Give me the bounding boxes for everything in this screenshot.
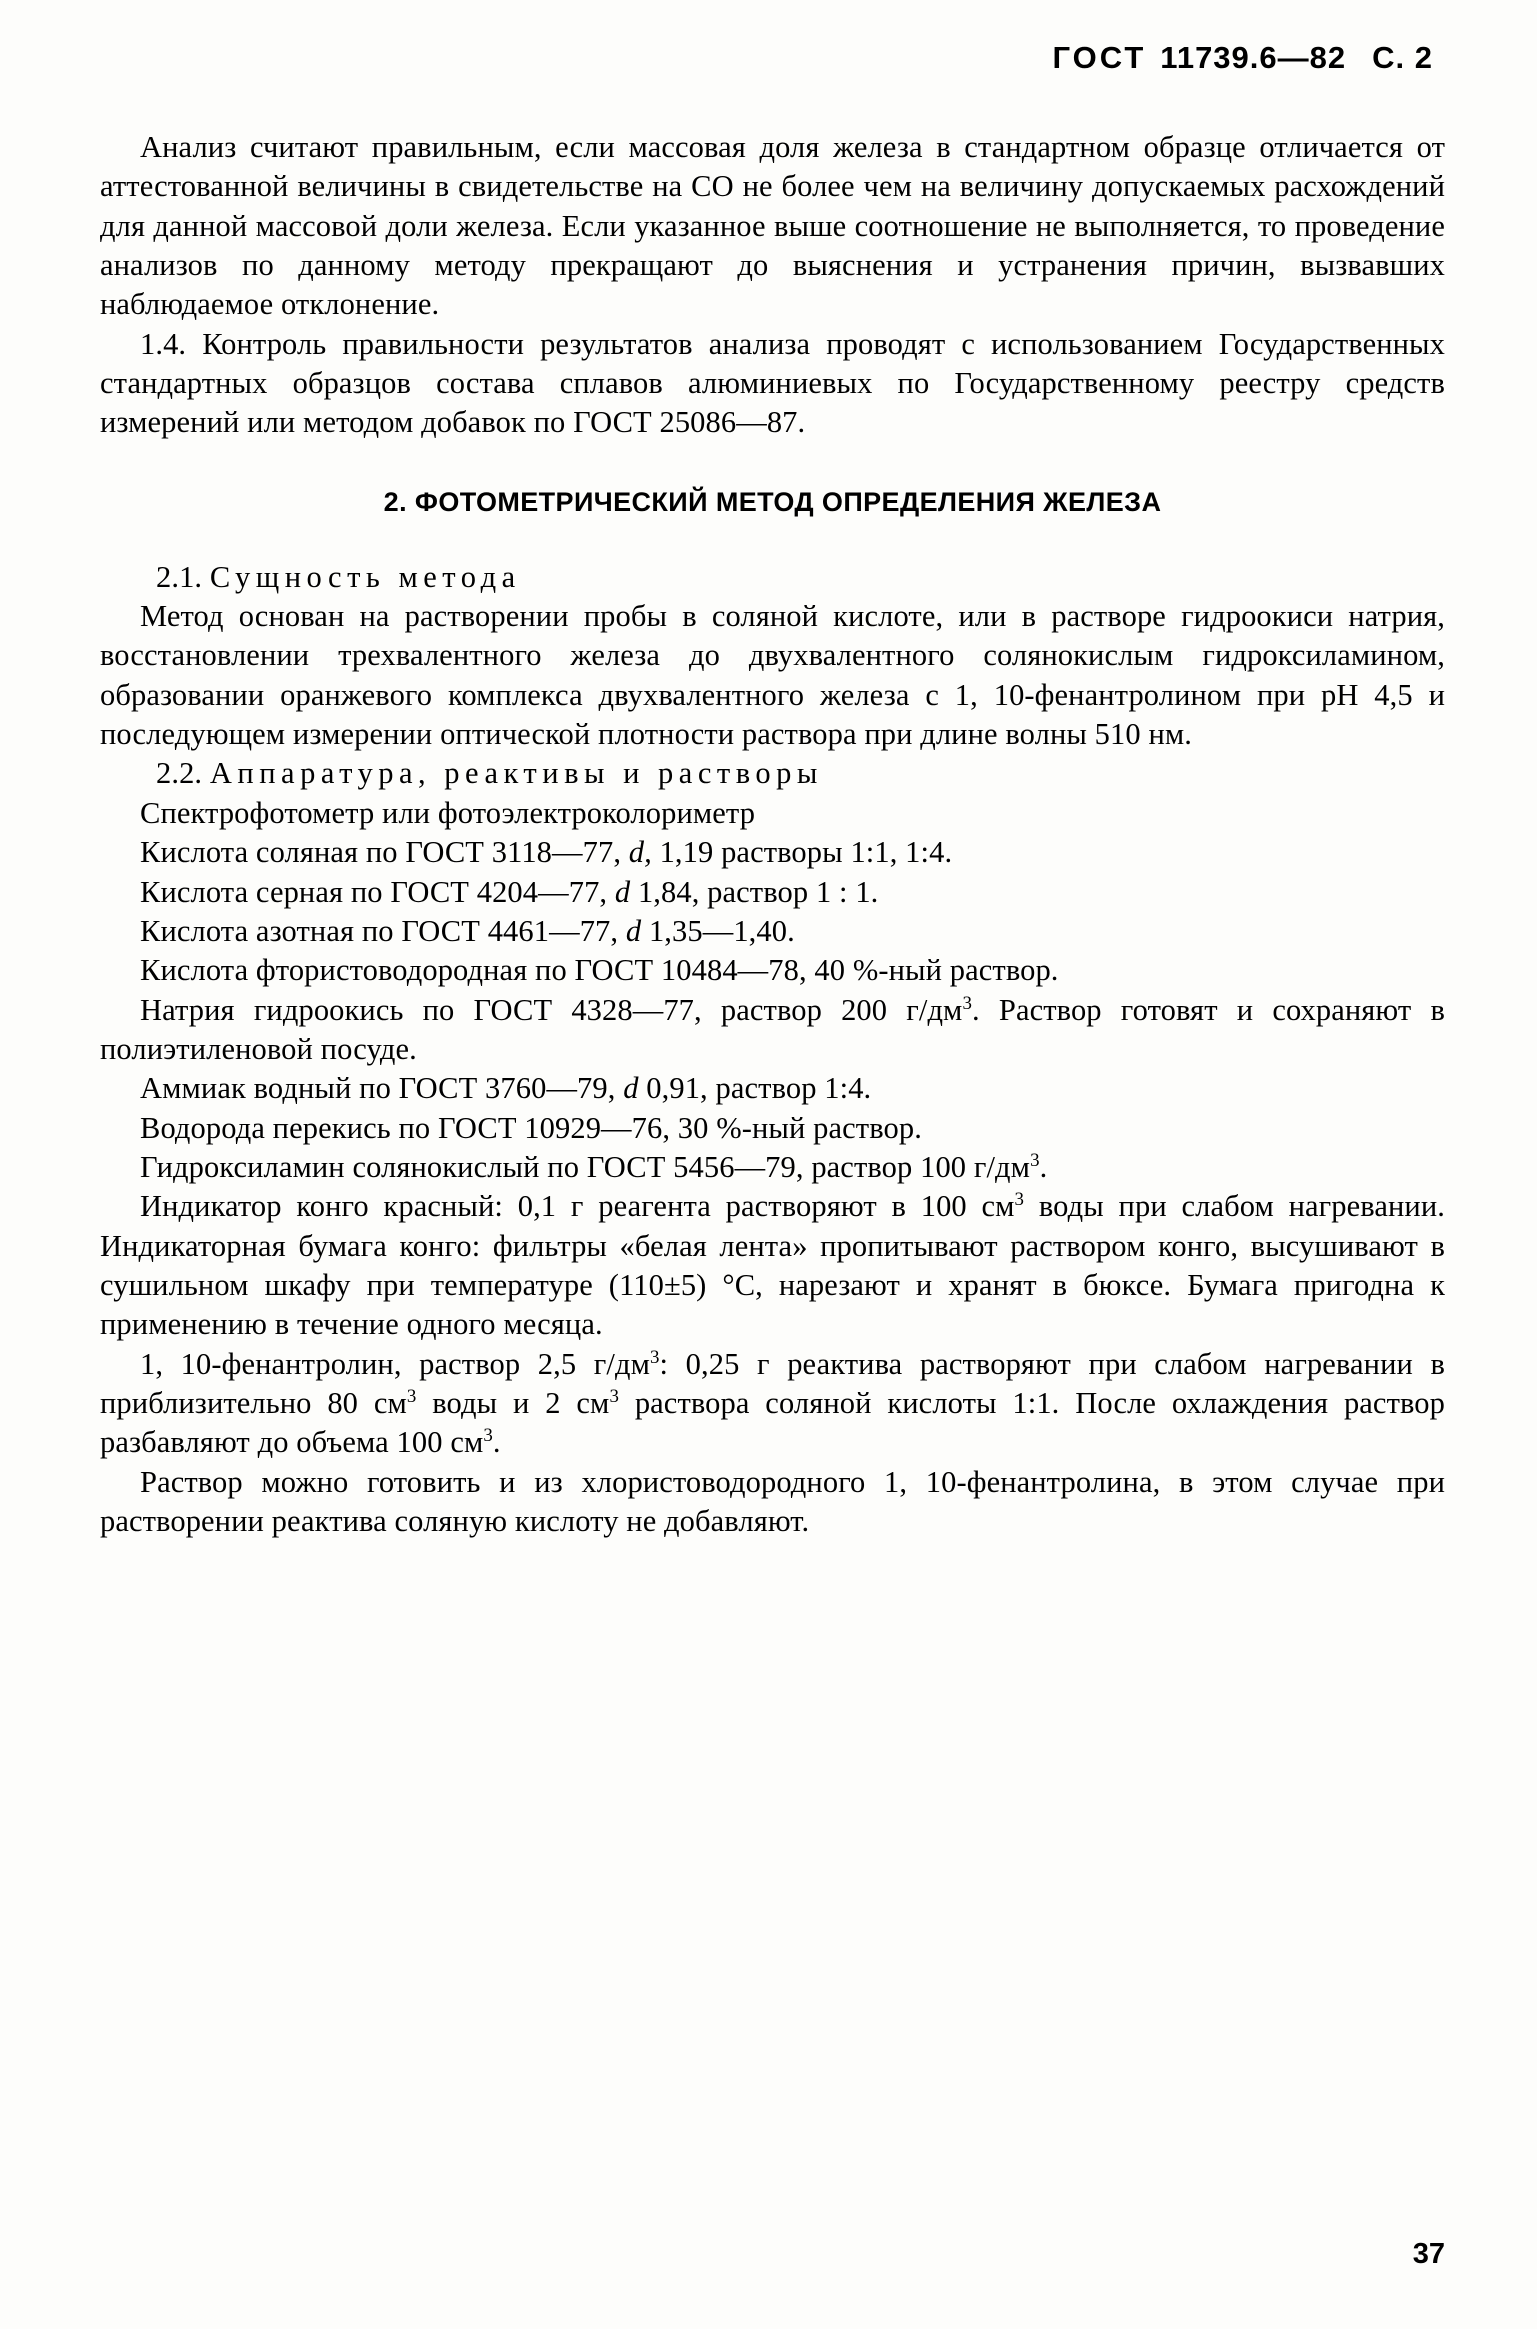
gost-number: 11739.6—82	[1160, 40, 1347, 75]
phen-text-d: раствора соляной кислоты 1:1. После охлаждения раствор разбавляют до объема 100 см	[100, 1385, 1445, 1460]
phen-exponent-1: 3	[649, 1346, 660, 1368]
congo-text-b: воды при слабом нагревании. Индикаторная бумага конго: фильтры «белая лента» пропитывают раствором конго, высушивают в сушильном шкафу при температуре (110±5) °С, нарезают и хранят в бюксе. Бумага пригодна к применению в течение одного месяца.	[100, 1189, 1445, 1342]
ammonia-density-symbol: d	[623, 1071, 639, 1106]
hcl-text-pre: Кислота соляная по ГОСТ 3118—77,	[140, 835, 629, 870]
subsection-2-2-heading	[100, 754, 1445, 793]
congo-exponent: 3	[1014, 1189, 1025, 1211]
phen-text-b: : 0,25 г реактива растворяют при слабом нагревании в приблизительно 80 см	[100, 1346, 1445, 1420]
ammonia-text-pre: Аммиак водный по ГОСТ 3760—79,	[140, 1071, 624, 1106]
paragraph-congo-indicator	[100, 1187, 1445, 1344]
line-hydrofluoric-acid: Кислота фтористоводородная по ГОСТ 10484—78, 40 %-ный раствор.	[140, 953, 1059, 988]
phen-text-e: .	[492, 1425, 501, 1460]
naoh-text-b: . Раствор готовят и сохраняют в полиэтиленовой посуде.	[100, 992, 1445, 1066]
h2so4-text-post: 1,84, раствор 1 : 1.	[630, 874, 879, 909]
phen-text-c: воды и 2 см	[416, 1385, 610, 1420]
subsection-2-1-number: 2.1.	[156, 559, 203, 594]
naoh-exponent: 3	[962, 992, 973, 1014]
phen-exponent-3: 3	[609, 1385, 620, 1407]
paragraph-analysis-correctness: Анализ считают правильным, если массовая доля железа в стандартном образце отличается от аттестованной величины в свидетельстве на СО не более чем на величину допускаемых расхождений для данной массовой доли железа. Если указанное выше соотношение не выполняется, то проведение анализов по данному методу прекращают до выяснения и устранения причин, вызвавших наблюдаемое отклонение.	[100, 130, 1445, 322]
hno3-text-post: 1,35—1,40.	[641, 913, 795, 948]
h2so4-density-symbol: d	[614, 874, 631, 909]
section-2-title: 2. ФОТОМЕТРИЧЕСКИЙ МЕТОД ОПРЕДЕЛЕНИЯ ЖЕЛЕЗА	[383, 486, 1162, 517]
page-header	[100, 40, 1445, 76]
line-nitric-acid	[100, 912, 1445, 951]
hno3-density-symbol: d	[625, 913, 642, 948]
hydroxylamine-exponent: 3	[1030, 1149, 1040, 1171]
phen-exponent-4: 3	[483, 1425, 493, 1447]
page-mark-label: С.	[1372, 40, 1406, 75]
ammonia-text-post: 0,91, раствор 1:4.	[638, 1071, 872, 1106]
footer-page-number: 37	[1412, 2238, 1445, 2270]
hydroxylamine-text-a: Гидроксиламин солянокислый по ГОСТ 5456—79, раствор 100 г/дм	[140, 1149, 1031, 1184]
page-content	[100, 40, 1445, 1541]
subsection-2-1-title: Сущность метода	[209, 559, 521, 594]
phen-exponent-2: 3	[406, 1385, 417, 1407]
subsection-2-2-number: 2.2.	[156, 756, 203, 791]
page-mark-number: 2	[1414, 40, 1433, 75]
paragraph-1-4: 1.4. Контроль правильности результатов анализа проводят с использованием Государственных стандартных образцов состава сплавов алюминиевых по Государственному реестру средств измерений или методом добавок по ГОСТ 25086—87.	[100, 326, 1445, 440]
line-hydrogen-peroxide: Водорода перекись по ГОСТ 10929—76, 30 %-ный раствор.	[140, 1110, 922, 1145]
hcl-text-post: 1,19 растворы 1:1, 1:4.	[651, 835, 953, 870]
gost-label: ГОСТ	[1052, 40, 1147, 75]
line-spectrophotometer: Спектрофотометр или фотоэлектроколориметр	[140, 795, 756, 830]
phen-text-a: 1, 10-фенантролин, раствор 2,5 г/дм	[140, 1346, 650, 1381]
paragraph-phenanthroline-hydrochloride: Раствор можно готовить и из хлористоводородного 1, 10-фенантролина, в этом случае при растворении реактива соляную кислоту не добавляют.	[100, 1464, 1445, 1538]
hydroxylamine-text-b: .	[1039, 1149, 1048, 1184]
hcl-density-symbol: d,	[628, 835, 652, 870]
paragraph-phenanthroline	[100, 1345, 1445, 1463]
h2so4-text-pre: Кислота серная по ГОСТ 4204—77,	[140, 874, 615, 909]
paragraph-method-essence: Метод основан на растворении пробы в соляной кислоте, или в растворе гидроокиси натрия, восстановлении трехвалентного железа до двухвалентного солянокислым гидроксиламином, образовании оранжевого комплекса двухвалентного железа с 1, 10-фенантролином при рН 4,5 и последующем измерении оптической плотности раствора при длине волны 510 нм.	[100, 599, 1445, 752]
line-sodium-hydroxide	[100, 991, 1445, 1070]
line-hydroxylamine	[100, 1148, 1445, 1187]
hno3-text-pre: Кислота азотная по ГОСТ 4461—77,	[140, 913, 626, 948]
naoh-text-a: Натрия гидроокись по ГОСТ 4328—77, раствор 200 г/дм	[140, 992, 963, 1027]
subsection-2-2-title: Аппаратура, реактивы и растворы	[209, 756, 823, 791]
subsection-2-1-heading	[100, 558, 1445, 597]
congo-text-a: Индикатор конго красный: 0,1 г реагента растворяют в 100 см	[140, 1189, 1015, 1224]
line-ammonia	[100, 1069, 1445, 1108]
line-sulfuric-acid	[100, 873, 1445, 912]
line-hydrochloric-acid	[100, 833, 1445, 872]
